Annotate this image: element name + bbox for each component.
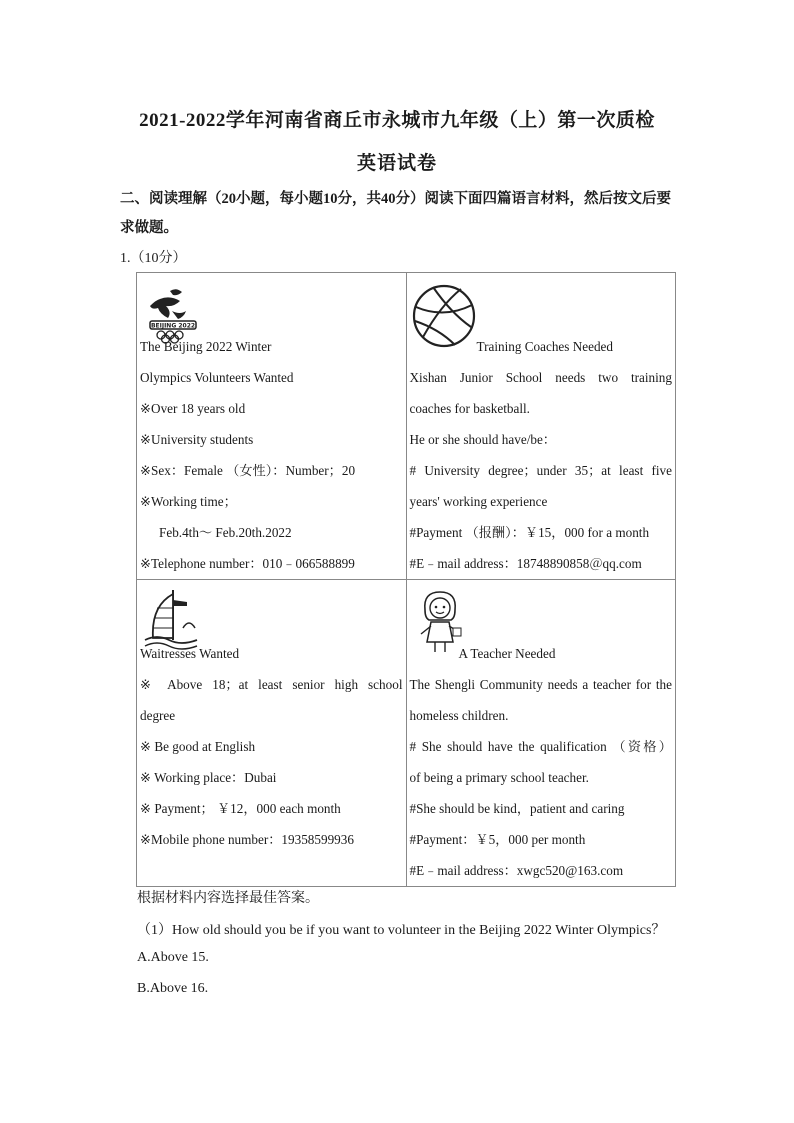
ad-line: Xishan Junior School needs two training — [409, 370, 672, 385]
ad-line: #E﹣mail address：xwgc520@163.com — [409, 863, 624, 878]
ad-line: # University degree；under 35；at least five — [409, 463, 672, 478]
ad-line: homeless children. — [409, 708, 509, 723]
ad-line: The Shengli Community needs a teacher for the — [409, 677, 672, 692]
ad-line: years' working experience — [409, 494, 548, 509]
ad-line: coaches for basketball. — [409, 401, 530, 416]
ad-coaches — [406, 273, 676, 580]
ad-line: ※ Payment； ￥12，000 each month — [140, 801, 341, 816]
ad-line: ※Mobile phone number：19358599936 — [140, 832, 354, 847]
option-b[interactable]: B.Above 16. — [137, 981, 209, 996]
ad-line: ※University students — [140, 432, 254, 447]
ad-line: ※ Above 18；at least senior high school — [140, 677, 403, 692]
ad-line: of being a primary school teacher. — [409, 770, 589, 785]
basketball-icon — [411, 283, 477, 349]
ad-line: #She should be kind，patient and caring — [409, 801, 625, 816]
ad-line: #Payment：￥5，000 per month — [409, 832, 586, 847]
option-a[interactable]: A.Above 15. — [137, 950, 209, 965]
beijing-2022-logo-icon — [142, 285, 204, 347]
section-heading: 二、阅读理解（20小题，每小题10分，共40分）阅读下面四篇语言材料，然后按文后要求做题。 — [120, 191, 671, 236]
ad-line: #Payment （报酬）：￥15，000 for a month — [409, 525, 650, 540]
ad-line: #E﹣mail address：18748890858＠qq.com — [409, 556, 642, 571]
ad-line: ※ Be good at English — [140, 739, 256, 754]
ad-olympics-title-cont: Olympics Volunteers Wanted — [140, 370, 294, 385]
ad-line: He or she should have/be： — [409, 432, 556, 447]
ad-line: ※Working time； — [140, 494, 237, 509]
ad-coaches-title: Training Coaches Needed — [476, 339, 613, 354]
ad-line: ※ Working place：Dubai — [140, 770, 277, 785]
ad-olympics-title: The Beijing 2022 Winter — [140, 339, 272, 354]
ad-line: ※Over 18 years old — [140, 401, 246, 416]
exam-subtitle: 英语试卷 — [356, 153, 437, 174]
ad-waitresses-title: Waitresses Wanted — [140, 646, 240, 661]
ad-line: ※Sex：Female （女性）：Number；20 — [140, 463, 356, 478]
ad-teacher-title: A Teacher Needed — [458, 646, 556, 661]
ad-olympics — [137, 273, 407, 580]
ads-table — [136, 272, 676, 887]
ad-line: ※Telephone number：010﹣066588899 — [140, 556, 355, 571]
exam-title: 2021-2022学年河南省商丘市永城市九年级（上）第一次质检 — [139, 110, 655, 131]
question-text: （1）How old should you be if you want to volunteer in the Beijing 2022 Winter Olympics？ — [137, 923, 666, 938]
svg-text:BEIJING 2022: BEIJING 2022 — [150, 322, 196, 330]
ad-line: Feb.4th～ Feb.20th.2022 — [159, 525, 292, 540]
ad-waitresses — [137, 580, 407, 887]
burj-al-arab-icon — [143, 588, 199, 654]
ad-teacher — [406, 580, 676, 887]
girl-teacher-icon — [415, 588, 465, 654]
question-number: 1.（10分） — [120, 251, 187, 266]
instruction: 根据材料内容选择最佳答案。 — [137, 891, 319, 906]
ad-line: degree — [140, 708, 176, 723]
ad-line: # She should have the qualification （资格） — [409, 739, 672, 754]
